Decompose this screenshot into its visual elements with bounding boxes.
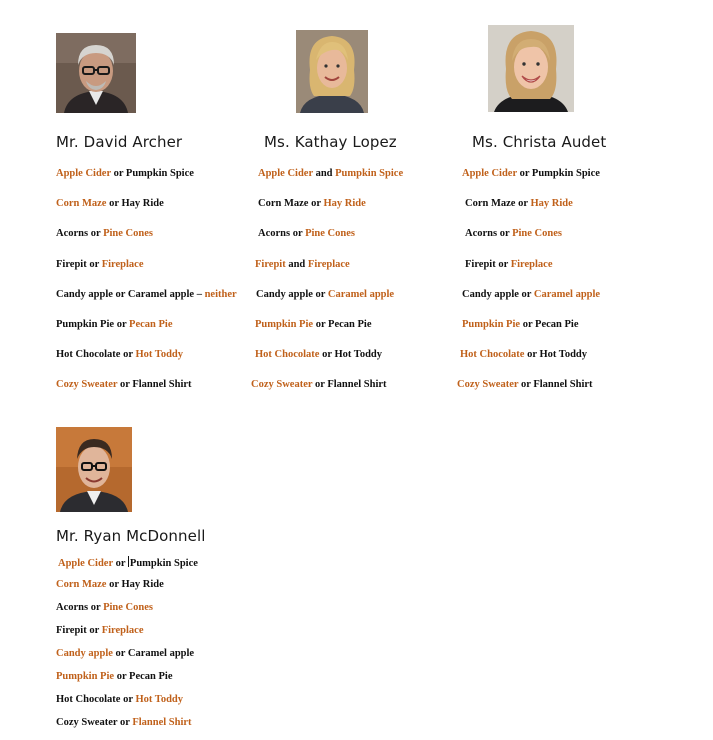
connector: or: [123, 694, 133, 705]
preference-line: [56, 349, 183, 360]
connector: or: [109, 579, 119, 590]
option-extra: neither: [204, 288, 237, 300]
preference-line: [460, 349, 587, 360]
connector: or: [311, 198, 321, 210]
option-a: Cozy Sweater: [457, 379, 519, 391]
connector: or: [113, 168, 124, 179]
preference-line: [465, 198, 573, 209]
preference-line: [56, 259, 144, 270]
preference-line: [56, 579, 164, 590]
option-a: Acorns: [258, 228, 291, 240]
option-a: Corn Maze: [258, 198, 309, 210]
person-photo-blonde-woman-icon: [296, 30, 368, 113]
person-name: Ms. Christa Audet: [472, 133, 607, 151]
preference-line: [258, 228, 355, 239]
option-b: Hot Toddy: [334, 349, 383, 361]
connector: or: [518, 198, 528, 210]
connector: and: [288, 258, 306, 270]
option-b: Pecan Pie: [535, 319, 579, 330]
option-b: Caramel apple: [127, 648, 195, 659]
connector: or: [90, 228, 101, 240]
option-a: Corn Maze: [56, 198, 107, 210]
option-b: Flannel Shirt: [327, 379, 387, 391]
connector: or: [292, 228, 303, 240]
option-a: Candy apple: [56, 288, 113, 300]
option-b: Pumpkin Spice: [129, 558, 198, 569]
option-b: Hay Ride: [530, 198, 573, 210]
option-a: Acorns: [56, 602, 89, 613]
option-b: Pumpkin Spice: [531, 168, 600, 179]
person-photo: [56, 33, 136, 113]
connector: or: [499, 228, 510, 240]
option-b: Pecan Pie: [129, 319, 173, 330]
option-b: Fireplace: [510, 258, 553, 270]
person-photo: [56, 427, 132, 512]
preference-line: [56, 602, 153, 613]
preference-line: [255, 259, 350, 270]
person-name: Ms. Kathay Lopez: [264, 133, 397, 151]
option-a: Candy apple: [462, 288, 519, 300]
option-b: Pecan Pie: [328, 319, 372, 330]
preference-line: [56, 379, 192, 390]
option-a: Candy apple: [256, 288, 313, 300]
option-a: Firepit: [56, 625, 87, 636]
connector: or: [90, 602, 101, 613]
option-a: Apple Cider: [462, 168, 517, 179]
connector: or: [123, 349, 133, 361]
option-a: Acorns: [56, 228, 89, 240]
option-b: Pumpkin Spice: [335, 168, 404, 179]
option-b: Pecan Pie: [129, 671, 173, 682]
option-a: Apple Cider: [56, 168, 111, 179]
option-a: Pumpkin Pie: [255, 319, 314, 330]
preference-line: [56, 289, 237, 300]
option-b: Pumpkin Spice: [125, 168, 194, 179]
person-name: Mr. David Archer: [56, 133, 183, 151]
connector: or: [315, 319, 326, 330]
option-a: Cozy Sweater: [56, 379, 118, 391]
option-b: Caramel apple: [327, 288, 395, 300]
preference-line: [457, 379, 593, 390]
connector: or: [119, 717, 130, 728]
preference-line: [56, 228, 153, 239]
connector: or: [116, 671, 127, 682]
option-a: Pumpkin Pie: [56, 319, 115, 330]
connector: or: [89, 625, 100, 636]
option-b: Pine Cones: [103, 228, 153, 240]
connector: or: [498, 258, 509, 270]
preference-line: [465, 228, 562, 239]
option-b: Flannel Shirt: [132, 717, 192, 728]
preference-line: [56, 648, 194, 659]
connector: or: [527, 349, 537, 361]
connector: or: [522, 319, 533, 330]
option-b: Fireplace: [101, 625, 144, 636]
connector: or: [315, 288, 326, 300]
option-b: Pine Cones: [103, 602, 153, 613]
preference-line: [256, 289, 394, 300]
preference-line: [56, 319, 173, 330]
option-a: Corn Maze: [56, 579, 107, 590]
option-a: Firepit: [56, 258, 87, 270]
option-a: Hot Chocolate: [460, 349, 525, 361]
option-a: Hot Chocolate: [56, 349, 121, 361]
preference-line: [56, 625, 144, 636]
connector: or: [89, 258, 100, 270]
option-b: Hot Toddy: [135, 694, 184, 705]
option-b: Flannel Shirt: [132, 379, 192, 391]
person-photo-man-glasses-suit-icon: [56, 427, 132, 512]
connector: or: [521, 288, 532, 300]
preference-line: [462, 289, 600, 300]
preference-line: [255, 319, 372, 330]
option-b: Fireplace: [307, 258, 350, 270]
preference-line: [462, 319, 579, 330]
connector: or: [519, 168, 530, 179]
person-photo: [488, 25, 574, 112]
connector: or: [115, 558, 126, 569]
preference-line: [56, 168, 194, 179]
text-cursor: [128, 556, 129, 567]
option-a: Firepit: [465, 258, 496, 270]
option-a: Hot Chocolate: [56, 694, 121, 705]
option-a: Candy apple: [56, 648, 113, 659]
option-b: Caramel apple –: [127, 288, 202, 300]
preference-line: [462, 168, 600, 179]
option-b: Flannel Shirt: [533, 379, 593, 391]
option-b: Hay Ride: [121, 198, 164, 210]
person-name: Mr. Ryan McDonnell: [56, 527, 206, 545]
person-photo-gray-hair-glasses-icon: [56, 33, 136, 113]
preference-line: [56, 694, 183, 705]
option-b: Hot Toddy: [539, 349, 588, 361]
connector: or: [115, 648, 126, 659]
connector: or: [116, 319, 127, 330]
preference-line: [56, 198, 164, 209]
preference-line: [58, 556, 198, 569]
option-a: Cozy Sweater: [251, 379, 313, 391]
option-a: Pumpkin Pie: [462, 319, 521, 330]
option-a: Corn Maze: [465, 198, 516, 210]
option-a: Acorns: [465, 228, 498, 240]
connector: or: [109, 198, 119, 210]
option-b: Caramel apple: [533, 288, 601, 300]
preference-line: [56, 671, 173, 682]
connector: or: [520, 379, 531, 391]
preference-line: [258, 198, 366, 209]
connector: or: [314, 379, 325, 391]
preference-line: [251, 379, 387, 390]
person-photo: [296, 30, 368, 113]
option-a: Apple Cider: [58, 558, 113, 569]
person-photo-blonde-woman-smiling-icon: [488, 25, 574, 112]
option-a: Hot Chocolate: [255, 349, 320, 361]
connector: or: [322, 349, 332, 361]
preference-line: [255, 349, 382, 360]
option-b: Pine Cones: [512, 228, 562, 240]
option-b: Pine Cones: [305, 228, 355, 240]
option-a: Firepit: [255, 258, 286, 270]
connector: or: [115, 288, 126, 300]
option-a: Apple Cider: [258, 168, 313, 179]
option-a: Cozy Sweater: [56, 717, 118, 728]
preference-line: [258, 168, 403, 179]
option-b: Hay Ride: [121, 579, 164, 590]
option-b: Hot Toddy: [135, 349, 184, 361]
option-b: Hay Ride: [323, 198, 366, 210]
option-a: Pumpkin Pie: [56, 671, 115, 682]
connector: or: [119, 379, 130, 391]
preference-line: [465, 259, 553, 270]
connector: and: [315, 168, 333, 179]
preference-line: [56, 717, 192, 728]
option-b: Fireplace: [101, 258, 144, 270]
